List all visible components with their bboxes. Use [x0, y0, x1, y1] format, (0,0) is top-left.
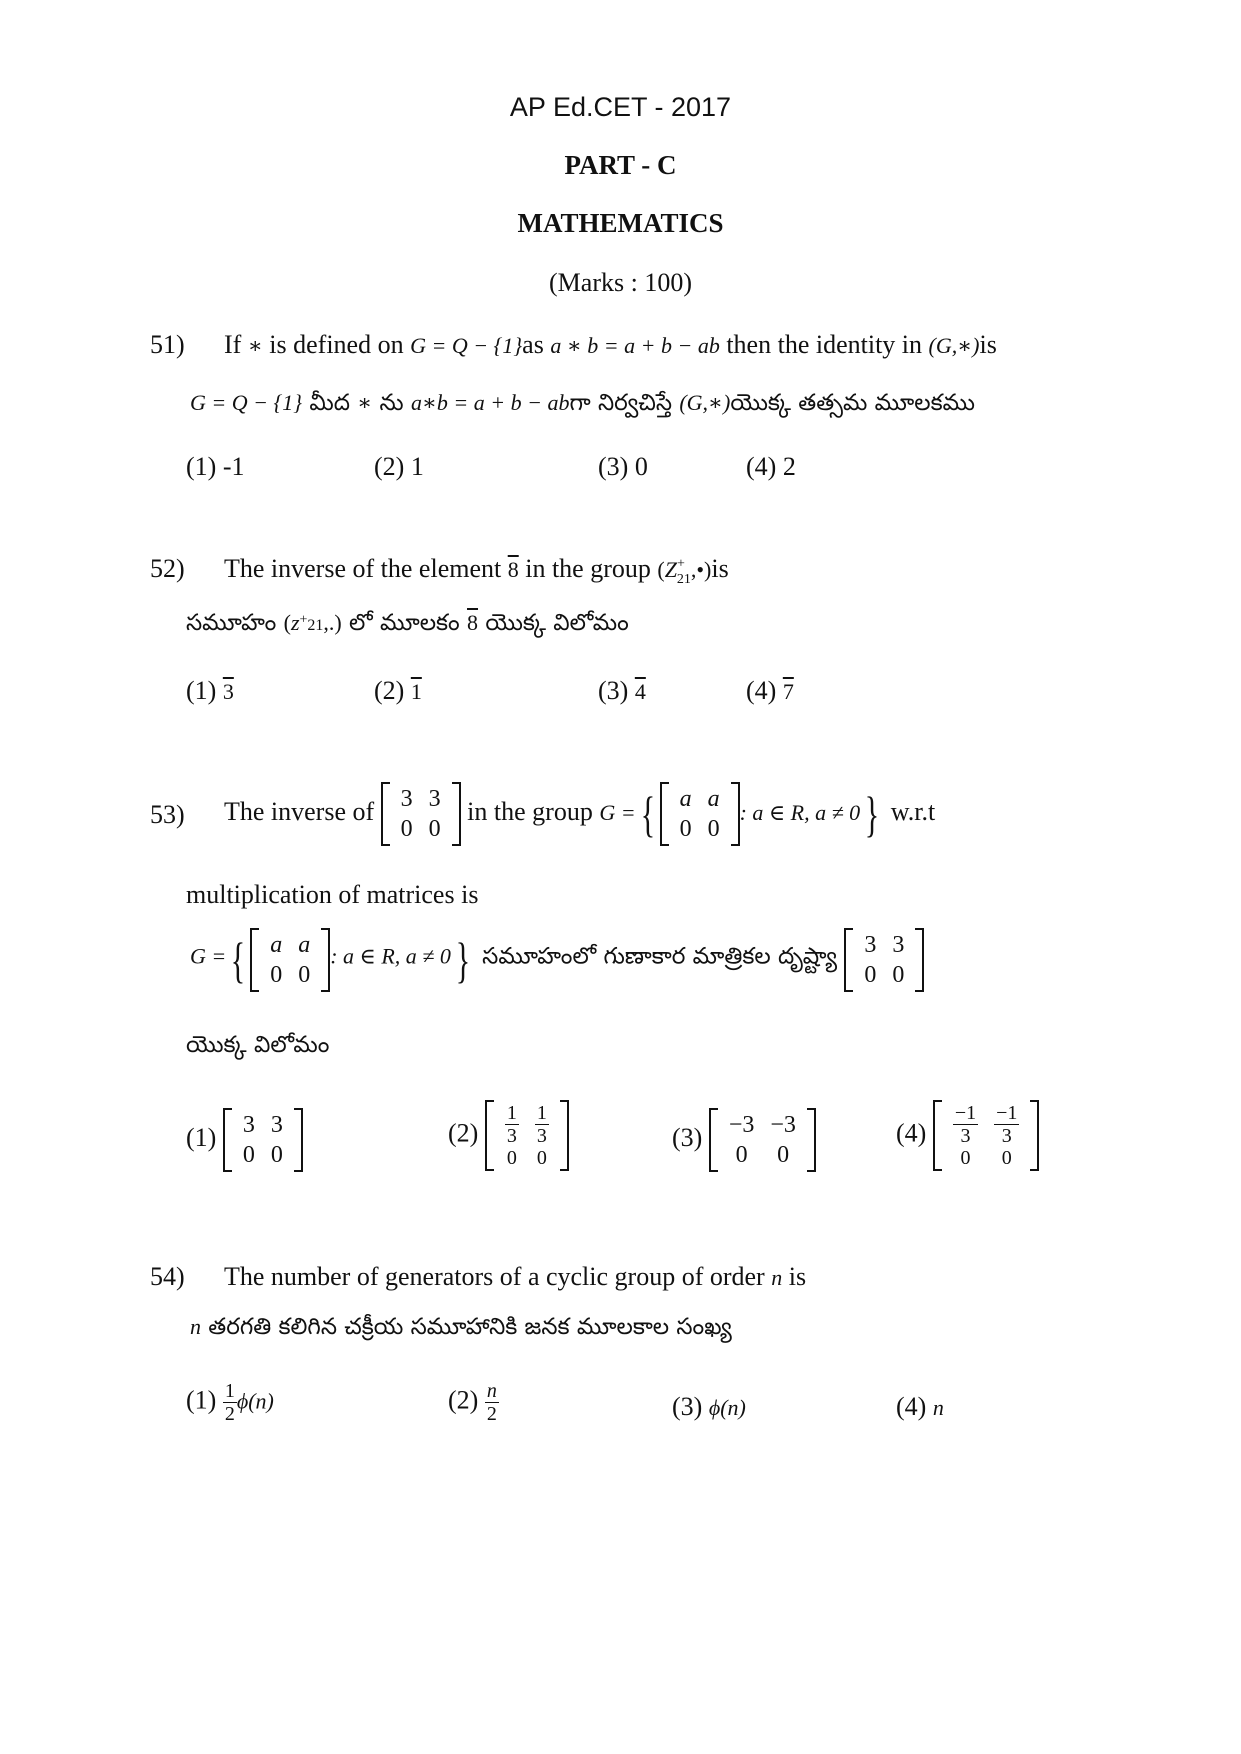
q53-number: 53) [150, 800, 185, 829]
q51-option-2[interactable]: (2) 1 [374, 452, 424, 481]
q54-option-4[interactable]: (4) n [896, 1392, 944, 1421]
q51-option-4[interactable]: (4) 2 [746, 452, 796, 481]
q54-option-3[interactable]: (3) ϕ(n) [672, 1392, 746, 1421]
part-heading: PART - C [564, 150, 677, 180]
q52-option-1[interactable]: (1) 3 [186, 676, 234, 705]
subject-heading: MATHEMATICS [517, 208, 724, 238]
q51-number: 51) [150, 330, 185, 359]
q52-option-4[interactable]: (4) 7 [746, 676, 794, 705]
q53-english-line2: multiplication of matrices is [186, 880, 479, 909]
matrix-a: 3 3 0 0 [381, 782, 461, 846]
q52-option-2[interactable]: (2) 1 [374, 676, 422, 705]
q54-english: The number of generators of a cyclic group of order n is [224, 1262, 807, 1291]
q52-option-3[interactable]: (3) 4 [598, 676, 646, 705]
marks-label: (Marks : 100) [549, 268, 692, 297]
q54-option-2[interactable]: (2) $\frac{n}{2}$ [448, 1380, 497, 1425]
q53-option-3[interactable]: (3) −3 −3 0 0 [672, 1108, 816, 1172]
q53-telugu: G ={ a a 0 0 : a ∈ R, a ≠ 0} సమూహంలో గుణాకార మాత్రికల దృష్ట్యా 3 3 0 0 [190, 928, 924, 992]
q53-option-4[interactable]: (4) $\frac{-1}{3}$ $\frac{-1}{3}$ 0 0 [896, 1100, 1039, 1171]
q54-telugu: n తరగతి కలిగిన చక్రీయ సమూహానికి జనక మూలకాల సంఖ్య [190, 1314, 732, 1340]
matrix-a-te: 3 3 0 0 [844, 928, 924, 992]
q52-number: 52) [150, 554, 185, 583]
q53-option-2[interactable]: (2) $\frac{1}{3}$ $\frac{1}{3}$ 0 0 [448, 1100, 569, 1171]
q52-telugu: సమూహం (z+21,.) లో మూలకం 8 యొక్క విలోమం [186, 610, 629, 636]
q51-english: If ∗ is defined on G = Q − {1}as a ∗ b = a + b − ab then the identity in (G,∗)is [224, 330, 997, 359]
q51-option-3[interactable]: (3) 0 [598, 452, 648, 481]
q54-number: 54) [150, 1262, 185, 1291]
q52-english: The inverse of the element 8 in the group $(Z^+_{21},•)is$ [224, 554, 729, 588]
q51-option-1[interactable]: (1) -1 [186, 452, 245, 481]
q51-telugu: G = Q − {1} మీద ∗ ను a∗b = a + b − abగా నిర్వచిస్తే (G,∗)యొక్క తత్సమ మూలకము [190, 390, 975, 416]
matrix-g: a a 0 0 [660, 782, 740, 846]
exam-title: AP Ed.CET - 2017 [509, 92, 732, 122]
q53-english: The inverse of 3 3 0 0 in the group G ={ a a 0 0 : a ∈ R, a ≠ 0} w.r.t [224, 782, 935, 846]
matrix-g-te: a a 0 0 [250, 928, 330, 992]
q53-option-1[interactable]: (1) 3 3 0 0 [186, 1108, 303, 1172]
q53-telugu-line3: యొక్క విలోమం [186, 1032, 330, 1058]
q54-option-1[interactable]: (1) $\frac{1}{2}$ ϕ(n) [186, 1380, 274, 1425]
